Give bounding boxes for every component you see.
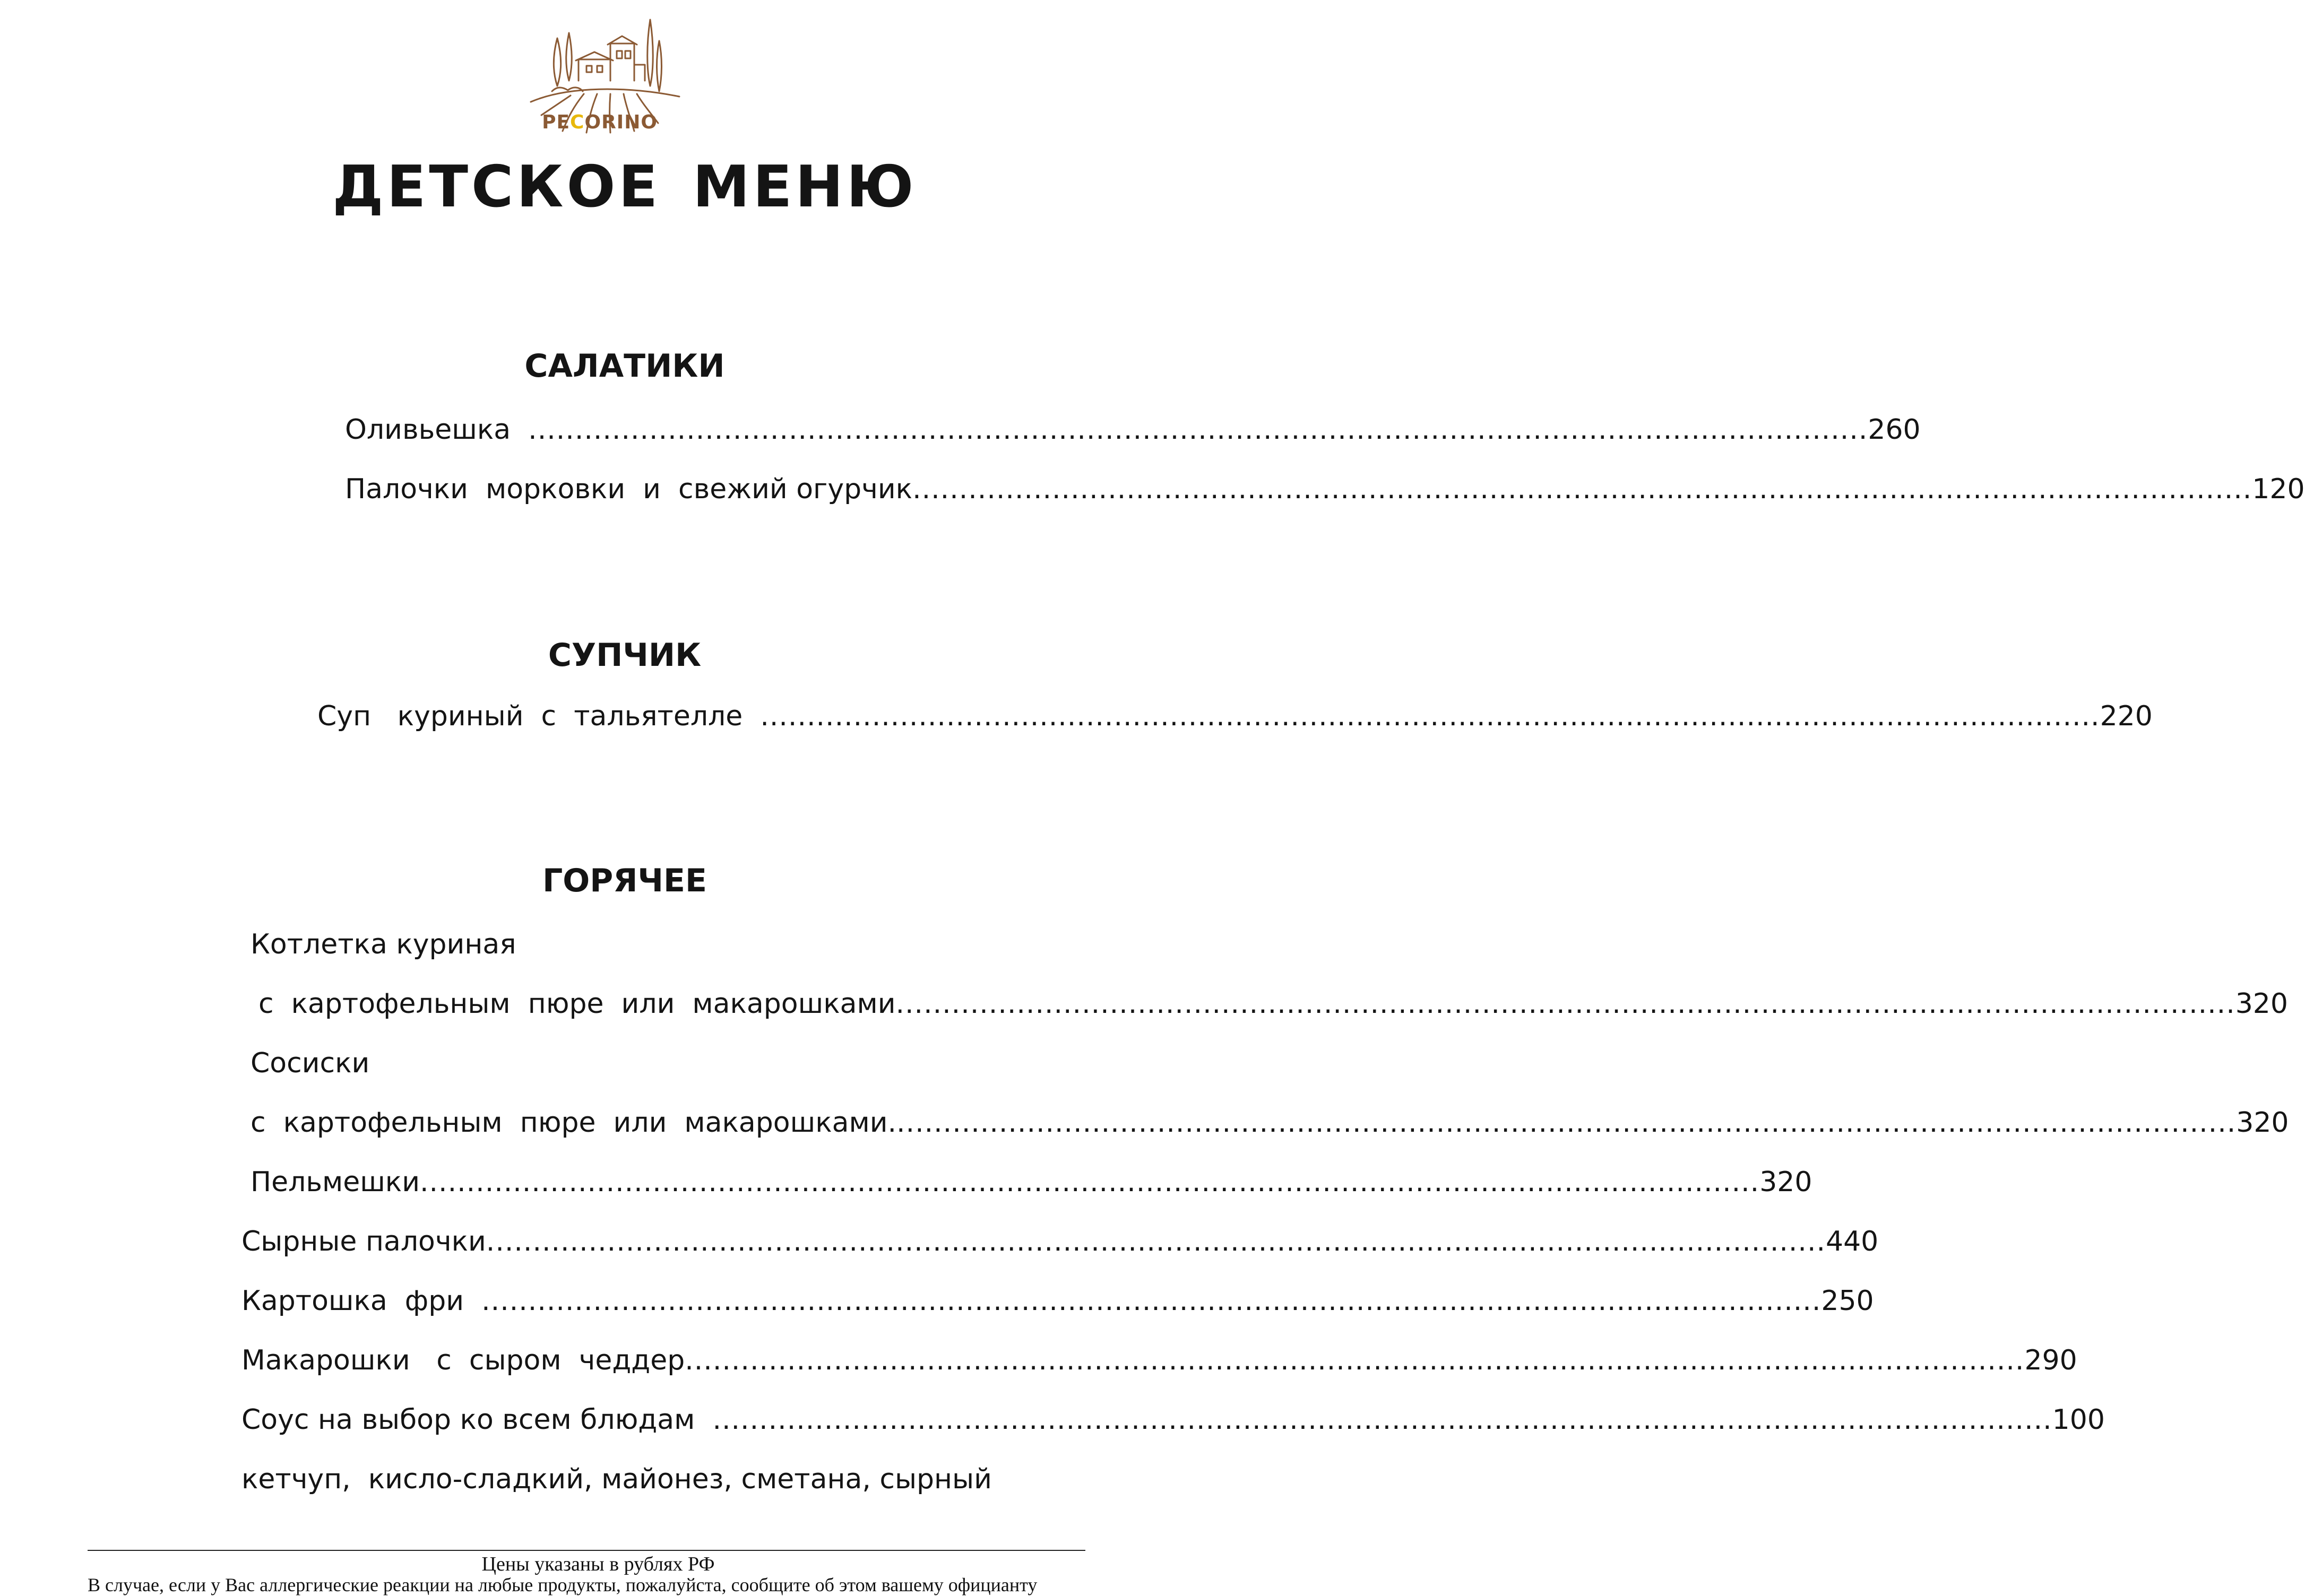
- menu-item: Соус на выбор ко всем блюдам ................................................................................................................................................ 100: [241, 1404, 2105, 1436]
- menu-item: с картофельным пюре или макарошками ................................................................................................................................................ 320: [258, 988, 2288, 1020]
- section-title-hot: ГОРЯЧЕЕ: [542, 862, 707, 899]
- title-word-2: МЕНЮ: [693, 154, 917, 220]
- allergy-note: В случае, если у Вас аллергические реакции на любые продукты, пожалуйста, сообщите об этом вашему официанту: [88, 1574, 1038, 1595]
- menu-item: Суп куриный с тальятелле ................................................................................................................................................ 220: [317, 700, 2153, 732]
- menu-item: Палочки морковки и свежий огурчик ................................................................................................................................................ 120: [345, 473, 2305, 505]
- menu-item: Пельмешки ................................................................................................................................................ 320: [251, 1166, 1812, 1198]
- section-title-salads: САЛАТИКИ: [524, 348, 725, 385]
- menu-item: с картофельным пюре или макарошками. ................................................................................................................................................ 320: [251, 1107, 2289, 1139]
- menu-item-name: Сосиски: [251, 1047, 370, 1079]
- menu-item: Сырные палочки ................................................................................................................................................ 440: [241, 1226, 1879, 1257]
- footer-divider: [88, 1550, 1085, 1551]
- page-title: [0, 154, 1249, 220]
- currency-note: Цены указаны в рублях РФ: [481, 1553, 715, 1575]
- menu-item-name: Котлетка куриная: [251, 929, 516, 960]
- brand-name: PECORINO: [542, 111, 658, 133]
- title-word-1: ДЕТСКОЕ: [332, 154, 661, 220]
- menu-item-note: кетчуп, кисло-сладкий, майонез, сметана, сырный: [241, 1463, 992, 1495]
- menu-item: Оливьешка ................................................................................................................................................ 260: [345, 414, 1921, 446]
- section-title-soup: СУПЧИК: [548, 637, 702, 674]
- menu-item: Картошка фри ................................................................................................................................................ 250: [241, 1285, 1874, 1317]
- menu-item: Макарошки с сыром чеддер ................................................................................................................................................ 290: [241, 1345, 2077, 1376]
